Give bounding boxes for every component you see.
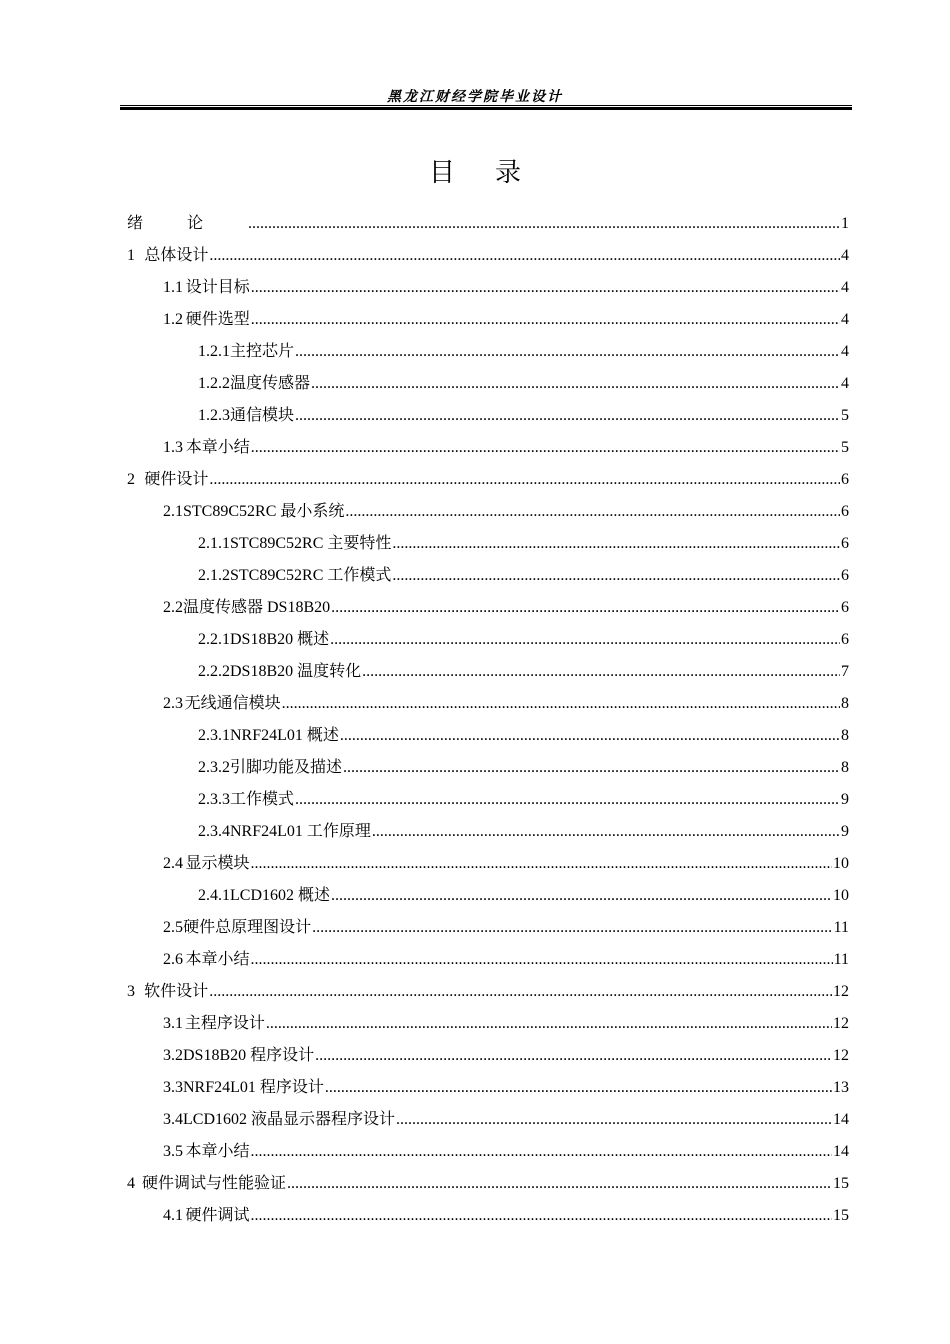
toc-entry-page: 4 bbox=[841, 375, 849, 392]
header-rule-thick bbox=[120, 107, 852, 110]
toc-entry-page: 14 bbox=[833, 1143, 849, 1160]
toc-dot-leader bbox=[311, 368, 840, 400]
toc-entry-page: 6 bbox=[841, 567, 849, 584]
toc-dot-leader bbox=[343, 752, 840, 784]
toc-entry-number: 3.4 bbox=[163, 1111, 183, 1128]
toc-entry[interactable] bbox=[127, 944, 849, 976]
toc-entry-page: 9 bbox=[841, 791, 849, 808]
toc-entry-page: 13 bbox=[833, 1079, 849, 1096]
toc-entry[interactable] bbox=[127, 1168, 849, 1200]
toc-dot-leader bbox=[396, 1104, 832, 1136]
toc-entry-number: 2.3.1 bbox=[198, 727, 230, 744]
toc-entry-label: LCD1602 液晶显示器程序设计 bbox=[183, 1111, 396, 1128]
toc-entry-page: 8 bbox=[841, 695, 849, 712]
toc-entry-label: NRF24L01 程序设计 bbox=[183, 1079, 324, 1096]
toc-dot-leader bbox=[209, 464, 840, 496]
toc-entry-label: 硬件设计 bbox=[144, 471, 209, 488]
toc-entry-number: 2.4.1 bbox=[198, 887, 230, 904]
toc-entry-page: 4 bbox=[841, 343, 849, 360]
toc-entry-number: 1.3 bbox=[163, 439, 183, 456]
toc-entry-number: 2.3 bbox=[163, 695, 183, 712]
toc-entry-page: 10 bbox=[833, 855, 849, 872]
toc-entry-page: 4 bbox=[841, 247, 849, 264]
toc-entry-label: 设计目标 bbox=[185, 279, 250, 296]
toc-entry-page: 8 bbox=[841, 727, 849, 744]
toc-dot-leader bbox=[295, 336, 840, 368]
toc-entry[interactable] bbox=[127, 432, 849, 464]
toc-entry[interactable] bbox=[127, 880, 849, 912]
toc-entry-number: 2 bbox=[127, 471, 135, 488]
toc-entry-number: 1.2 bbox=[163, 311, 183, 328]
toc-entry[interactable] bbox=[127, 400, 849, 432]
toc-entry[interactable] bbox=[127, 976, 849, 1008]
toc-entry[interactable] bbox=[127, 1008, 849, 1040]
toc-entry-page: 12 bbox=[833, 1015, 849, 1032]
toc-entry-page: 6 bbox=[841, 631, 849, 648]
toc-entry-number: 2.1.2 bbox=[198, 567, 230, 584]
toc-entry-label: 主控芯片 bbox=[230, 343, 295, 360]
toc-entry-label: LCD1602 概述 bbox=[230, 887, 331, 904]
toc-entry[interactable] bbox=[127, 912, 849, 944]
toc-entry[interactable] bbox=[127, 1136, 849, 1168]
toc-heading: 目录 bbox=[428, 158, 561, 188]
toc-entry-number: 3 bbox=[127, 983, 135, 1000]
toc-entry-page: 6 bbox=[841, 599, 849, 616]
toc-dot-leader bbox=[345, 496, 840, 528]
toc-entry[interactable] bbox=[127, 816, 849, 848]
toc-entry-label: 硬件选型 bbox=[185, 311, 250, 328]
toc-entry-label: STC89C52RC 最小系统 bbox=[183, 503, 345, 520]
table-of-contents bbox=[127, 208, 849, 1232]
toc-entry[interactable] bbox=[127, 240, 849, 272]
toc-entry-label: 工作模式 bbox=[230, 791, 295, 808]
toc-entry[interactable] bbox=[127, 304, 849, 336]
toc-entry-number: 2.2 bbox=[163, 599, 183, 616]
toc-entry[interactable] bbox=[127, 1072, 849, 1104]
toc-entry-page: 8 bbox=[841, 759, 849, 776]
toc-entry[interactable] bbox=[127, 592, 849, 624]
toc-entry-page: 9 bbox=[841, 823, 849, 840]
toc-entry-page: 1 bbox=[841, 215, 849, 232]
toc-dot-leader bbox=[340, 720, 840, 752]
toc-dot-leader bbox=[330, 624, 840, 656]
toc-dot-leader bbox=[295, 400, 840, 432]
toc-entry-label: NRF24L01 工作原理 bbox=[230, 823, 371, 840]
toc-entry-label: DS18B20 温度转化 bbox=[230, 663, 362, 680]
toc-entry-label: DS18B20 程序设计 bbox=[183, 1047, 315, 1064]
toc-entry-number: 3.3 bbox=[163, 1079, 183, 1096]
toc-dot-leader bbox=[282, 688, 840, 720]
toc-entry-page: 15 bbox=[833, 1175, 849, 1192]
toc-entry-number: 2.4 bbox=[163, 855, 183, 872]
toc-entry-page: 6 bbox=[841, 503, 849, 520]
toc-entry-number: 1.2.3 bbox=[198, 407, 230, 424]
toc-entry-label: 硬件调试与性能验证 bbox=[142, 1175, 287, 1192]
toc-entry[interactable] bbox=[127, 752, 849, 784]
toc-dot-leader bbox=[248, 208, 840, 240]
toc-dot-leader bbox=[392, 560, 840, 592]
toc-entry-label: 绪论 bbox=[127, 215, 248, 232]
toc-entry[interactable] bbox=[127, 272, 849, 304]
toc-dot-leader bbox=[312, 912, 832, 944]
toc-entry[interactable] bbox=[127, 720, 849, 752]
toc-entry-label: 硬件调试 bbox=[185, 1207, 250, 1224]
toc-entry-page: 4 bbox=[841, 279, 849, 296]
toc-entry[interactable] bbox=[127, 560, 849, 592]
toc-dot-leader bbox=[250, 1136, 832, 1168]
toc-dot-leader bbox=[209, 240, 840, 272]
toc-dot-leader bbox=[325, 1072, 832, 1104]
toc-entry-number: 1.2.2 bbox=[198, 375, 230, 392]
toc-entry-label: 引脚功能及描述 bbox=[230, 759, 343, 776]
toc-entry[interactable] bbox=[127, 1040, 849, 1072]
toc-entry-label: STC89C52RC 工作模式 bbox=[230, 567, 392, 584]
toc-entry-label: STC89C52RC 主要特性 bbox=[230, 535, 392, 552]
toc-dot-leader bbox=[251, 432, 840, 464]
toc-entry-page: 12 bbox=[833, 1047, 849, 1064]
toc-entry[interactable] bbox=[127, 848, 849, 880]
toc-entry[interactable] bbox=[127, 784, 849, 816]
toc-entry-page: 15 bbox=[833, 1207, 849, 1224]
toc-entry-number: 2.3.2 bbox=[198, 759, 230, 776]
toc-entry[interactable] bbox=[127, 208, 849, 240]
toc-dot-leader bbox=[209, 976, 832, 1008]
toc-dot-leader bbox=[251, 272, 840, 304]
toc-entry-number: 4.1 bbox=[163, 1207, 183, 1224]
toc-dot-leader bbox=[295, 784, 840, 816]
header-rule-thin bbox=[120, 105, 852, 106]
toc-dot-leader bbox=[331, 592, 840, 624]
toc-entry-page: 14 bbox=[833, 1111, 849, 1128]
toc-entry-page: 5 bbox=[841, 407, 849, 424]
toc-entry-page: 10 bbox=[833, 887, 849, 904]
toc-entry-label: 本章小结 bbox=[185, 1143, 250, 1160]
toc-entry-label: 总体设计 bbox=[144, 247, 209, 264]
toc-entry-label: 无线通信模块 bbox=[184, 695, 281, 712]
toc-entry-page: 7 bbox=[841, 663, 849, 680]
toc-entry-number: 4 bbox=[127, 1175, 135, 1192]
toc-entry-number: 2.3.4 bbox=[198, 823, 230, 840]
running-header: 黑龙江财经学院毕业设计 bbox=[387, 90, 563, 105]
toc-entry-page: 11 bbox=[833, 919, 849, 936]
toc-entry-number: 2.5 bbox=[163, 919, 183, 936]
toc-entry[interactable] bbox=[127, 688, 849, 720]
toc-dot-leader bbox=[372, 816, 840, 848]
toc-dot-leader bbox=[266, 1008, 832, 1040]
toc-dot-leader bbox=[392, 528, 840, 560]
toc-entry-label: 显示模块 bbox=[185, 855, 250, 872]
toc-entry-label: 软件设计 bbox=[144, 983, 209, 1000]
toc-entry-number: 2.3.3 bbox=[198, 791, 230, 808]
toc-entry-page: 4 bbox=[841, 311, 849, 328]
toc-entry[interactable] bbox=[127, 1200, 849, 1232]
toc-entry-page: 12 bbox=[833, 983, 849, 1000]
toc-entry-number: 2.2.1 bbox=[198, 631, 230, 648]
toc-entry-label: 温度传感器 bbox=[230, 375, 311, 392]
toc-entry-label: 硬件总原理图设计 bbox=[183, 919, 312, 936]
toc-entry-number: 1.2.1 bbox=[198, 343, 230, 360]
toc-entry-page: 6 bbox=[841, 471, 849, 488]
toc-dot-leader bbox=[362, 656, 840, 688]
toc-entry-label: 温度传感器 DS18B20 bbox=[183, 599, 331, 616]
toc-entry[interactable] bbox=[127, 624, 849, 656]
toc-entry[interactable] bbox=[127, 528, 849, 560]
toc-entry-number: 2.2.2 bbox=[198, 663, 230, 680]
toc-entry-page: 5 bbox=[841, 439, 849, 456]
toc-entry-label: DS18B20 概述 bbox=[230, 631, 330, 648]
toc-entry[interactable] bbox=[127, 496, 849, 528]
toc-entry-number: 2.1 bbox=[163, 503, 183, 520]
toc-entry-number: 1.1 bbox=[163, 279, 183, 296]
toc-dot-leader bbox=[315, 1040, 832, 1072]
toc-entry-label: 本章小结 bbox=[185, 951, 250, 968]
toc-entry-number: 2.6 bbox=[163, 951, 183, 968]
toc-dot-leader bbox=[250, 1200, 832, 1232]
toc-entry-number: 3.1 bbox=[163, 1015, 183, 1032]
toc-dot-leader bbox=[287, 1168, 832, 1200]
toc-entry-label: 主程序设计 bbox=[184, 1015, 265, 1032]
toc-entry-label: 通信模块 bbox=[230, 407, 295, 424]
toc-dot-leader bbox=[250, 944, 832, 976]
toc-entry-label: NRF24L01 概述 bbox=[230, 727, 339, 744]
toc-dot-leader bbox=[250, 848, 832, 880]
toc-entry-label: 本章小结 bbox=[185, 439, 250, 456]
toc-entry[interactable] bbox=[127, 336, 849, 368]
toc-entry-number: 3.5 bbox=[163, 1143, 183, 1160]
toc-entry[interactable] bbox=[127, 656, 849, 688]
toc-entry-number: 1 bbox=[127, 247, 135, 264]
toc-entry[interactable] bbox=[127, 368, 849, 400]
toc-entry[interactable] bbox=[127, 1104, 849, 1136]
toc-dot-leader bbox=[251, 304, 840, 336]
toc-entry-number: 3.2 bbox=[163, 1047, 183, 1064]
toc-entry-page: 11 bbox=[833, 951, 849, 968]
toc-entry[interactable] bbox=[127, 464, 849, 496]
toc-entry-page: 6 bbox=[841, 535, 849, 552]
toc-entry-number: 2.1.1 bbox=[198, 535, 230, 552]
toc-dot-leader bbox=[331, 880, 832, 912]
